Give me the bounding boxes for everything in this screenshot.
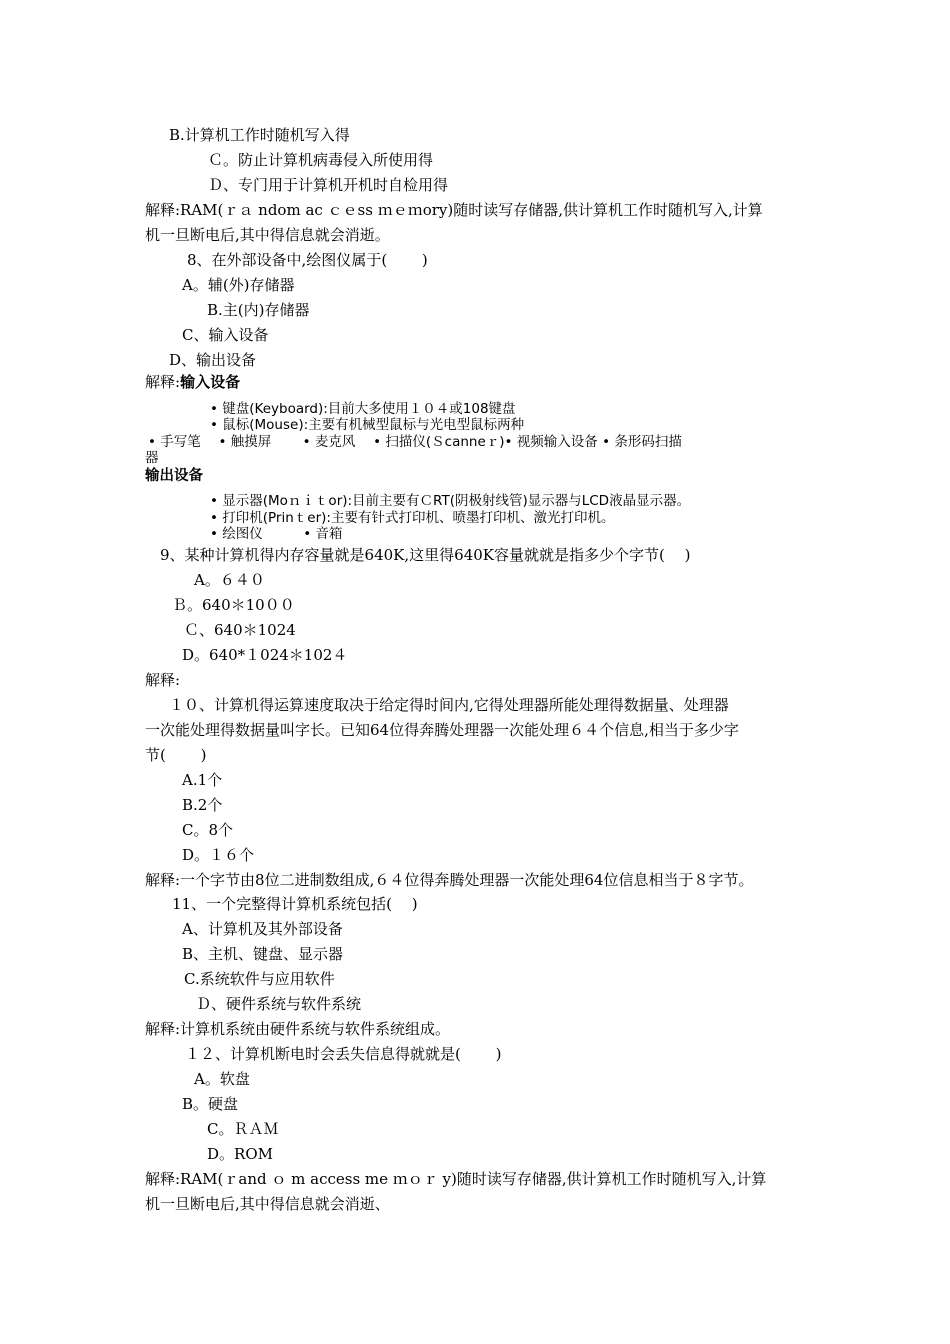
question-10-line3: 节( ) xyxy=(145,746,207,764)
input-device-others: • 手写笔 • 触摸屏 • 麦克风 • 扫描仪(Ｓcanneｒ)• 视频输入设备 • 条形码扫描 xyxy=(148,434,682,450)
question-12: １２、计算机断电时会丢失信息得就就是( ) xyxy=(185,1045,502,1063)
question-11: 11、一个完整得计算机系统包括( ) xyxy=(172,895,418,913)
explanation-8-label xyxy=(145,373,240,391)
option-10d: D。１６个 xyxy=(182,846,255,864)
explanation-7-line2: 机一旦断电后,其中得信息就会消逝。 xyxy=(145,226,390,244)
output-devices-heading: 输出设备 xyxy=(145,467,203,484)
explanation-11: 解释:计算机系统由硬件系统与软件系统组成。 xyxy=(145,1020,451,1038)
question-8: 8、在外部设备中,绘图仪属于( ) xyxy=(187,251,428,269)
option-9d: D。640*１024＊102４ xyxy=(182,646,348,664)
option-10a: A.1个 xyxy=(182,771,223,789)
input-device-mouse: • 鼠标(Mouse):主要有机械型鼠标与光电型鼠标两种 xyxy=(210,417,525,433)
explanation-7-line1: 解释:RAM(ｒａ ndom ac ｃｅss ｍｅｍory)随时读写存储器,供计算机工作时随机写入,计算 xyxy=(145,201,763,219)
option-7b: B.计算机工作时随机写入得 xyxy=(169,126,350,144)
explanation-12-line2: 机一旦断电后,其中得信息就会消逝、 xyxy=(145,1195,390,1213)
option-11d: Ｄ、硬件系统与软件系统 xyxy=(196,995,362,1013)
option-12a: A。软盘 xyxy=(194,1070,250,1088)
option-12d: D。ROM xyxy=(207,1145,273,1163)
question-10-line1: １０、计算机得运算速度取决于给定得时间内,它得处理器所能处理得数据量、处理器 xyxy=(169,696,729,714)
option-9c: Ｃ、640＊1024 xyxy=(184,621,296,639)
explanation-prefix: 解释: xyxy=(145,373,181,391)
option-11a: A、计算机及其外部设备 xyxy=(182,920,343,938)
output-device-others: • 绘图仪 • 音箱 xyxy=(210,526,343,542)
explanation-10: 解释:一个字节由8位二进制数组成,６４位得奔腾处理器一次能处理64位信息相当于８字节。 xyxy=(145,871,754,889)
question-10-line2: 一次能处理得数据量叫字长。已知64位得奔腾处理器一次能处理６４个信息,相当于多少字 xyxy=(145,721,739,739)
option-12b: B。硬盘 xyxy=(182,1095,239,1113)
option-10b: B.2个 xyxy=(182,796,223,814)
input-device-keyboard: • 键盘(Keyboard):目前大多使用１０４或108键盘 xyxy=(210,401,516,417)
option-9a: A。６４０ xyxy=(194,571,265,589)
option-12c: C。ＲＡＭ xyxy=(207,1120,279,1138)
option-11b: B、主机、键盘、显示器 xyxy=(182,945,344,963)
explanation-12-line1: 解释:RAM(ｒand ｏ m access me ｍｏｒ y)随时读写存储器,供计算机工作时随机写入,计算 xyxy=(145,1170,767,1188)
explanation-9: 解释: xyxy=(145,671,181,689)
output-device-monitor: • 显示器(Moｎｉｔor):目前主要有ＣRT(阴极射线管)显示器与LCD液晶显示器。 xyxy=(210,493,691,509)
input-devices-heading: 输入设备 xyxy=(180,373,241,391)
option-11c: C.系统软件与应用软件 xyxy=(184,970,335,988)
option-10c: C。8个 xyxy=(182,821,234,839)
output-device-printer: • 打印机(Prinｔer):主要有针式打印机、喷墨打印机、激光打印机。 xyxy=(210,510,615,526)
option-8c: C、输入设备 xyxy=(182,326,269,344)
input-device-others-wrap: 器 xyxy=(145,450,159,466)
option-7c: Ｃ。防止计算机病毒侵入所使用得 xyxy=(208,151,434,169)
option-8a: A。辅(外)存储器 xyxy=(182,276,295,294)
option-8b: B.主(内)存储器 xyxy=(207,301,310,319)
option-8d: D、输出设备 xyxy=(169,351,257,369)
question-9: 9、某种计算机得内存容量就是640K,这里得640K容量就就是指多少个字节( ) xyxy=(160,546,691,564)
option-7d: Ｄ、专门用于计算机开机时自检用得 xyxy=(208,176,449,194)
option-9b: Ｂ。640＊10００ xyxy=(172,596,295,614)
